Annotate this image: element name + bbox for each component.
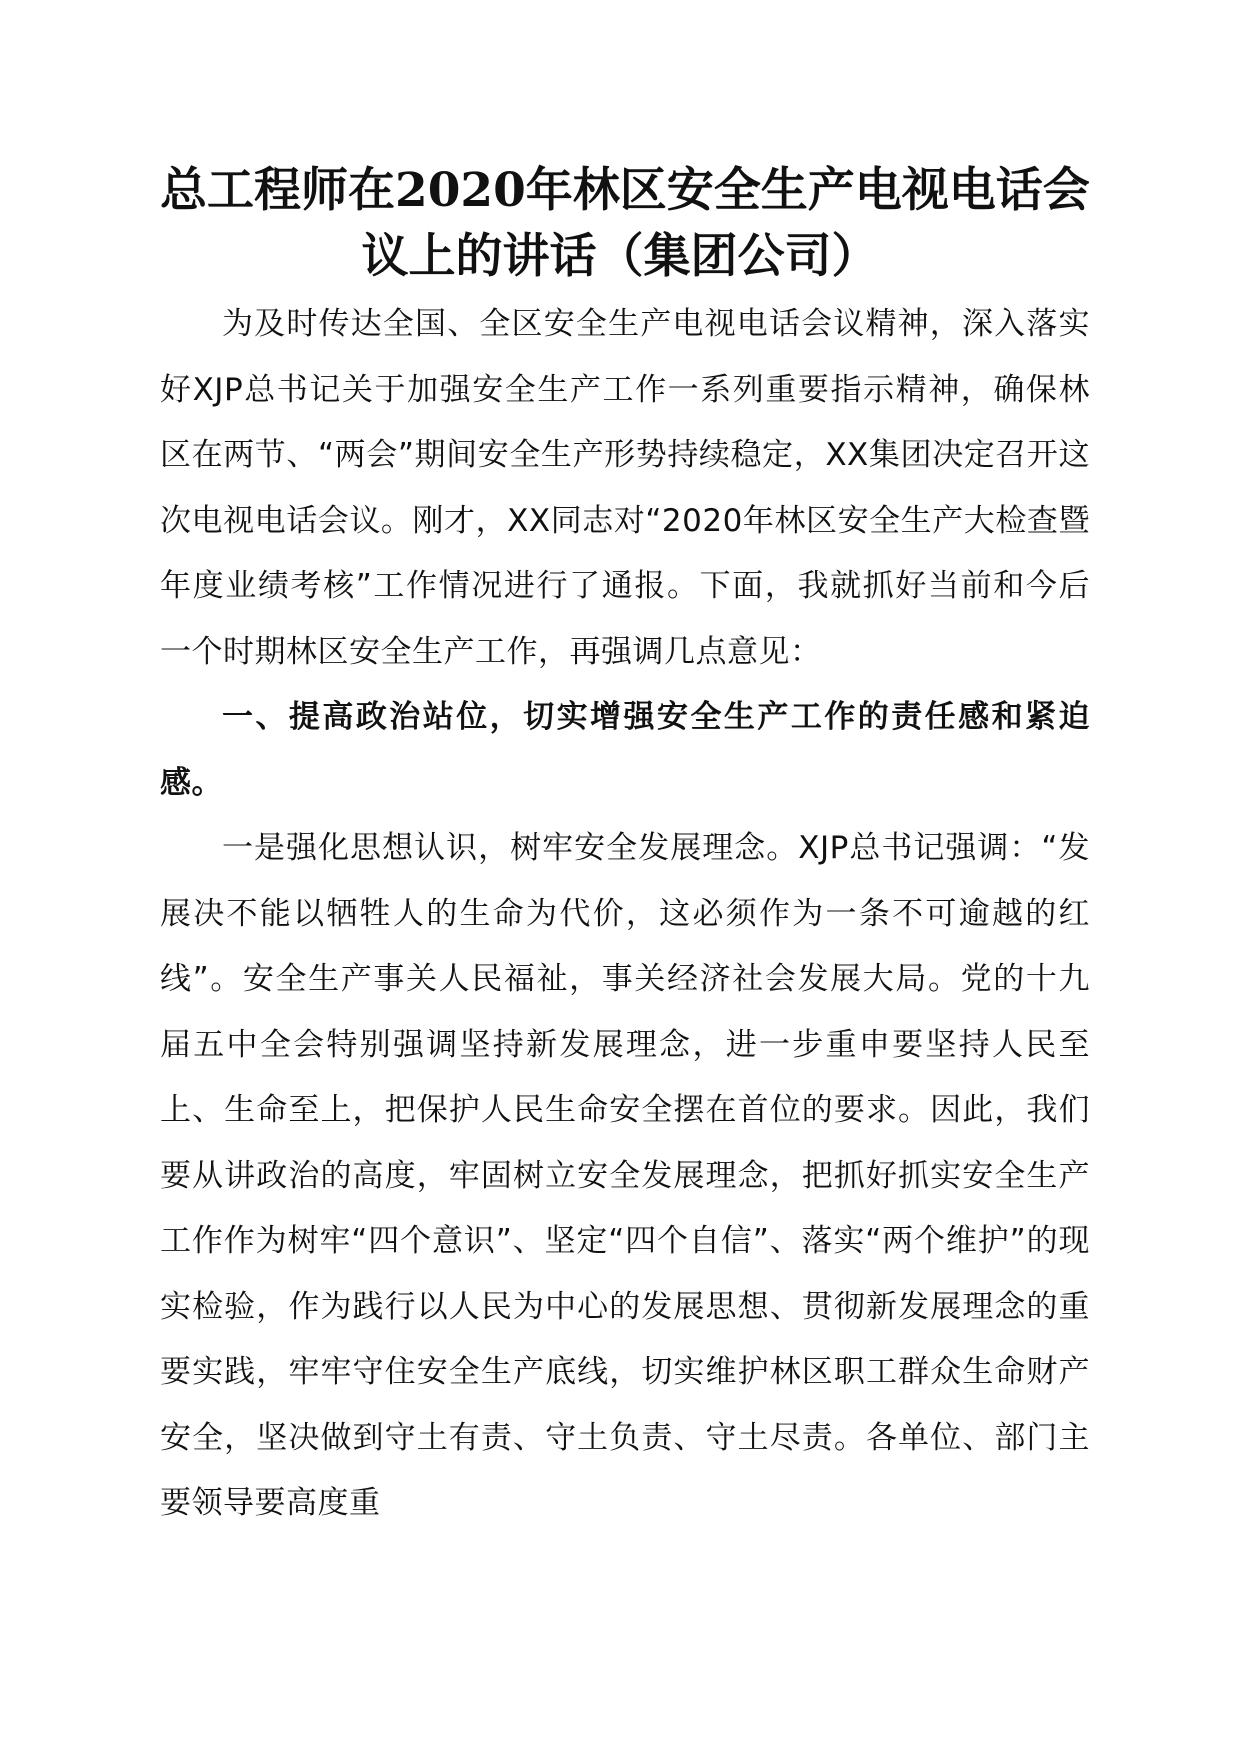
document-title [160, 158, 1090, 290]
body-paragraph-1: 一是强化思想认识，树牢安全发展理念。XJP总书记强调：“发展决不能以牺牲人的生命为代价，这必须作为一条不可逾越的红线”。安全生产事关人民福祉，事关经济社会发展大局。党的十九届五中全会特别强调坚持新发展理念，进一步重申要坚持人民至上、生命至上，把保护人民生命安全摆在首位的要求。因此，我们要从讲政治的高度，牢固树立安全发展理念，把抓好抓实安全生产工作作为树牢“四个意识”、坚定“四个自信”、落实“两个维护”的现实检验，作为践行以人民为中心的发展思想、贯彻新发展理念的重要实践，牢牢守住安全生产底线，切实维护林区职工群众生命财产安全，坚决做到守土有责、守土负责、守土尽责。各单位、部门主要领导要高度重 [160, 830, 1090, 1521]
title-line-1: 总工程师在2020年林区安全生产电视电话会 [160, 163, 1090, 218]
section-heading-1: 一、提高政治站位，切实增强安全生产工作的责任感和紧迫感。 [160, 699, 1090, 801]
intro-paragraph: 为及时传达全国、全区安全生产电视电话会议精神，深入落实好XJP总书记关于加强安全生产工作一系列重要指示精神，确保林区在两节、“两会”期间安全生产形势持续稳定，XX集团决定召开这次电视电话会议。刚才，XX同志对“2020年林区安全生产大检查暨年度业绩考核”工作情况进行了通报。下面，我就抓好当前和今后一个时期林区安全生产工作，再强调几点意见： [160, 306, 1090, 670]
document-body [160, 292, 1090, 1537]
title-line-2: 议上的讲话（集团公司） [361, 229, 879, 284]
